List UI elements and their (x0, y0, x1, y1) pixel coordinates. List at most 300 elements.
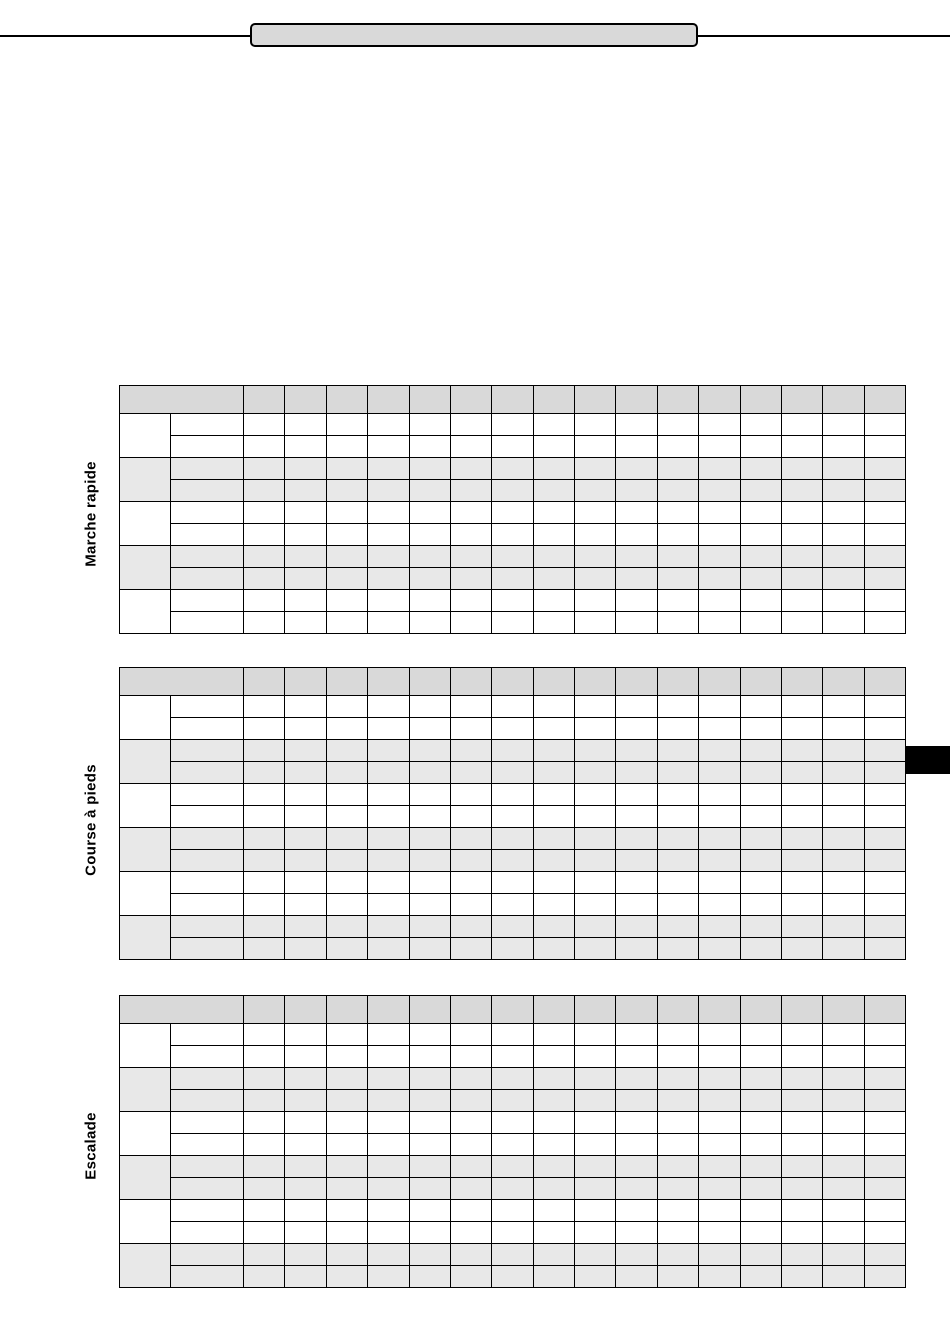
header-cell (823, 386, 864, 414)
entry-cell (492, 1222, 533, 1244)
entry-cell (781, 1090, 822, 1112)
table-row (120, 568, 906, 590)
entry-cell (740, 916, 781, 938)
entry-cell (657, 828, 698, 850)
entry-cell (699, 612, 740, 634)
entry-cell (326, 1156, 367, 1178)
row-group-cell (120, 1068, 171, 1112)
entry-cell (699, 850, 740, 872)
row-label-cell (171, 1046, 244, 1068)
entry-cell (285, 784, 326, 806)
header-cell (657, 996, 698, 1024)
row-label-cell (171, 612, 244, 634)
row-label-cell (171, 718, 244, 740)
entry-cell (285, 480, 326, 502)
entry-cell (823, 718, 864, 740)
entry-cell (326, 590, 367, 612)
entry-cell (244, 458, 285, 480)
entry-cell (699, 1222, 740, 1244)
row-label-cell (171, 590, 244, 612)
entry-cell (533, 480, 574, 502)
entry-cell (781, 414, 822, 436)
entry-cell (575, 1222, 616, 1244)
entry-cell (781, 524, 822, 546)
entry-cell (285, 568, 326, 590)
entry-cell (781, 546, 822, 568)
entry-cell (699, 414, 740, 436)
entry-cell (699, 894, 740, 916)
entry-cell (492, 1134, 533, 1156)
header-cell (616, 386, 657, 414)
entry-cell (740, 502, 781, 524)
entry-cell (285, 1090, 326, 1112)
table-row (120, 1046, 906, 1068)
entry-cell (244, 546, 285, 568)
entry-cell (409, 1200, 450, 1222)
entry-cell (781, 762, 822, 784)
entry-cell (616, 938, 657, 960)
entry-cell (657, 894, 698, 916)
entry-cell (616, 1244, 657, 1266)
entry-cell (492, 872, 533, 894)
header-cell (492, 996, 533, 1024)
row-label-cell (171, 524, 244, 546)
table-row (120, 938, 906, 960)
header-cell (699, 386, 740, 414)
entry-cell (533, 806, 574, 828)
entry-cell (657, 1222, 698, 1244)
entry-cell (409, 1156, 450, 1178)
entry-cell (781, 718, 822, 740)
row-group-cell (120, 458, 171, 502)
entry-cell (823, 1222, 864, 1244)
entry-cell (326, 740, 367, 762)
entry-cell (285, 436, 326, 458)
entry-cell (575, 1024, 616, 1046)
entry-cell (533, 938, 574, 960)
entry-cell (409, 696, 450, 718)
entry-cell (533, 894, 574, 916)
entry-cell (368, 1178, 409, 1200)
entry-cell (326, 1244, 367, 1266)
entry-cell (699, 1090, 740, 1112)
entry-cell (616, 1068, 657, 1090)
entry-cell (657, 1134, 698, 1156)
entry-cell (492, 696, 533, 718)
entry-cell (492, 916, 533, 938)
entry-cell (492, 414, 533, 436)
entry-cell (409, 1090, 450, 1112)
entry-cell (616, 568, 657, 590)
header-cell (616, 996, 657, 1024)
entry-cell (450, 718, 491, 740)
entry-cell (823, 1112, 864, 1134)
entry-cell (657, 1156, 698, 1178)
entry-cell (699, 806, 740, 828)
table-row (120, 1134, 906, 1156)
entry-cell (244, 1222, 285, 1244)
header-cell (699, 668, 740, 696)
entry-cell (244, 568, 285, 590)
entry-cell (409, 872, 450, 894)
entry-cell (326, 546, 367, 568)
entry-cell (244, 872, 285, 894)
header-cell (781, 668, 822, 696)
entry-cell (781, 590, 822, 612)
entry-cell (326, 872, 367, 894)
header-cell (450, 668, 491, 696)
entry-cell (864, 612, 905, 634)
row-label-cell (171, 806, 244, 828)
table-row (120, 1090, 906, 1112)
entry-cell (368, 696, 409, 718)
entry-cell (326, 524, 367, 546)
entry-cell (450, 1112, 491, 1134)
entry-cell (409, 762, 450, 784)
entry-cell (575, 1046, 616, 1068)
entry-cell (823, 916, 864, 938)
table-row (120, 850, 906, 872)
table-row (120, 762, 906, 784)
entry-cell (781, 872, 822, 894)
entry-cell (616, 458, 657, 480)
entry-cell (450, 590, 491, 612)
entry-cell (326, 916, 367, 938)
entry-cell (285, 458, 326, 480)
entry-cell (533, 1222, 574, 1244)
entry-cell (740, 1090, 781, 1112)
entry-cell (326, 938, 367, 960)
entry-cell (616, 414, 657, 436)
table-row (120, 612, 906, 634)
entry-cell (616, 524, 657, 546)
entry-cell (533, 1266, 574, 1288)
entry-cell (450, 524, 491, 546)
entry-cell (575, 894, 616, 916)
entry-cell (450, 894, 491, 916)
entry-cell (823, 480, 864, 502)
entry-cell (657, 1200, 698, 1222)
entry-cell (326, 1178, 367, 1200)
entry-cell (450, 696, 491, 718)
entry-cell (244, 612, 285, 634)
entry-cell (575, 916, 616, 938)
row-label-cell (171, 1090, 244, 1112)
entry-cell (285, 1200, 326, 1222)
header-cell (533, 668, 574, 696)
entry-cell (823, 568, 864, 590)
table-row (120, 414, 906, 436)
header-cell (781, 996, 822, 1024)
entry-cell (740, 1244, 781, 1266)
entry-cell (285, 1222, 326, 1244)
entry-cell (740, 938, 781, 960)
entry-cell (409, 806, 450, 828)
row-label-cell (171, 938, 244, 960)
entry-cell (492, 784, 533, 806)
header-cell (368, 996, 409, 1024)
entry-cell (699, 696, 740, 718)
entry-cell (575, 590, 616, 612)
entry-cell (740, 762, 781, 784)
entry-cell (533, 1178, 574, 1200)
entry-cell (409, 546, 450, 568)
row-label-cell (171, 784, 244, 806)
entry-cell (285, 894, 326, 916)
entry-cell (781, 612, 822, 634)
row-group-cell (120, 502, 171, 546)
header-cell (368, 668, 409, 696)
table-row (120, 1222, 906, 1244)
entry-cell (657, 784, 698, 806)
entry-cell (781, 1068, 822, 1090)
header-cell (657, 668, 698, 696)
entry-cell (864, 1200, 905, 1222)
entry-cell (575, 524, 616, 546)
header-cell (285, 668, 326, 696)
entry-cell (657, 480, 698, 502)
entry-cell (244, 524, 285, 546)
entry-cell (409, 568, 450, 590)
entry-cell (450, 762, 491, 784)
entry-cell (409, 740, 450, 762)
entry-cell (864, 1156, 905, 1178)
entry-cell (492, 894, 533, 916)
entry-cell (864, 546, 905, 568)
entry-cell (368, 436, 409, 458)
entry-cell (285, 850, 326, 872)
entry-cell (616, 828, 657, 850)
entry-cell (616, 1090, 657, 1112)
table-header-row (120, 668, 906, 696)
entry-cell (326, 458, 367, 480)
header-cell (492, 386, 533, 414)
entry-cell (616, 806, 657, 828)
entry-cell (823, 414, 864, 436)
entry-cell (781, 828, 822, 850)
entry-cell (492, 568, 533, 590)
entry-cell (616, 546, 657, 568)
log-table-marche-rapide (119, 385, 906, 634)
header-cell (409, 996, 450, 1024)
entry-cell (864, 1024, 905, 1046)
header-cell (699, 996, 740, 1024)
entry-cell (575, 568, 616, 590)
table-row (120, 740, 906, 762)
entry-cell (450, 1134, 491, 1156)
entry-cell (699, 916, 740, 938)
entry-cell (657, 850, 698, 872)
entry-cell (244, 1266, 285, 1288)
entry-cell (533, 1244, 574, 1266)
entry-cell (823, 1046, 864, 1068)
row-label-cell (171, 1068, 244, 1090)
entry-cell (823, 458, 864, 480)
entry-cell (244, 1134, 285, 1156)
entry-cell (575, 850, 616, 872)
entry-cell (450, 850, 491, 872)
entry-cell (823, 784, 864, 806)
entry-cell (657, 740, 698, 762)
entry-cell (409, 718, 450, 740)
table-row (120, 436, 906, 458)
entry-cell (533, 784, 574, 806)
entry-cell (781, 740, 822, 762)
entry-cell (285, 718, 326, 740)
header-cell (823, 668, 864, 696)
entry-cell (244, 502, 285, 524)
entry-cell (533, 612, 574, 634)
entry-cell (285, 872, 326, 894)
entry-cell (409, 916, 450, 938)
row-group-cell (120, 916, 171, 960)
entry-cell (616, 1024, 657, 1046)
entry-cell (285, 740, 326, 762)
entry-cell (285, 612, 326, 634)
entry-cell (575, 1112, 616, 1134)
entry-cell (244, 1244, 285, 1266)
entry-cell (657, 1244, 698, 1266)
entry-cell (450, 1200, 491, 1222)
entry-cell (657, 612, 698, 634)
entry-cell (575, 696, 616, 718)
entry-cell (285, 938, 326, 960)
entry-cell (285, 1024, 326, 1046)
entry-cell (533, 502, 574, 524)
row-group-cell (120, 1156, 171, 1200)
entry-cell (368, 784, 409, 806)
table-row (120, 480, 906, 502)
entry-cell (823, 436, 864, 458)
entry-cell (740, 1134, 781, 1156)
entry-cell (781, 1112, 822, 1134)
entry-cell (740, 612, 781, 634)
entry-cell (823, 524, 864, 546)
entry-cell (657, 1068, 698, 1090)
entry-cell (616, 502, 657, 524)
entry-cell (575, 1156, 616, 1178)
entry-cell (409, 1112, 450, 1134)
entry-cell (781, 458, 822, 480)
entry-cell (368, 1090, 409, 1112)
entry-cell (864, 458, 905, 480)
entry-cell (326, 480, 367, 502)
entry-cell (326, 828, 367, 850)
entry-cell (616, 1266, 657, 1288)
header-cell (285, 996, 326, 1024)
entry-cell (823, 1068, 864, 1090)
entry-cell (823, 938, 864, 960)
entry-cell (492, 546, 533, 568)
row-label-cell (171, 1024, 244, 1046)
table-row (120, 502, 906, 524)
header-cell (781, 386, 822, 414)
entry-cell (864, 414, 905, 436)
entry-cell (244, 1068, 285, 1090)
entry-cell (244, 784, 285, 806)
entry-cell (864, 938, 905, 960)
entry-cell (533, 524, 574, 546)
entry-cell (781, 806, 822, 828)
entry-cell (699, 480, 740, 502)
header-cell (244, 386, 285, 414)
entry-cell (409, 612, 450, 634)
header-cell (450, 996, 491, 1024)
entry-cell (450, 1046, 491, 1068)
entry-cell (368, 828, 409, 850)
entry-cell (864, 1068, 905, 1090)
entry-cell (823, 894, 864, 916)
entry-cell (492, 1068, 533, 1090)
entry-cell (699, 762, 740, 784)
entry-cell (575, 436, 616, 458)
entry-cell (657, 762, 698, 784)
table-row (120, 1266, 906, 1288)
entry-cell (368, 1266, 409, 1288)
row-group-cell (120, 828, 171, 872)
entry-cell (244, 414, 285, 436)
entry-cell (326, 436, 367, 458)
entry-cell (699, 1178, 740, 1200)
entry-cell (781, 1134, 822, 1156)
entry-cell (368, 1156, 409, 1178)
header-cell (533, 996, 574, 1024)
header-cell (575, 386, 616, 414)
entry-cell (616, 612, 657, 634)
entry-cell (244, 894, 285, 916)
entry-cell (409, 502, 450, 524)
entry-cell (575, 1068, 616, 1090)
entry-cell (368, 590, 409, 612)
entry-cell (368, 1200, 409, 1222)
entry-cell (326, 784, 367, 806)
entry-cell (575, 1178, 616, 1200)
entry-cell (244, 1024, 285, 1046)
entry-cell (781, 1046, 822, 1068)
entry-cell (450, 1090, 491, 1112)
entry-cell (740, 1200, 781, 1222)
entry-cell (368, 458, 409, 480)
entry-cell (533, 718, 574, 740)
entry-cell (864, 502, 905, 524)
entry-cell (616, 436, 657, 458)
entry-cell (781, 916, 822, 938)
entry-cell (492, 740, 533, 762)
entry-cell (740, 1046, 781, 1068)
entry-cell (285, 696, 326, 718)
entry-cell (533, 1024, 574, 1046)
entry-cell (699, 1244, 740, 1266)
entry-cell (492, 1178, 533, 1200)
row-label-cell (171, 568, 244, 590)
entry-cell (326, 1090, 367, 1112)
header-cell (450, 386, 491, 414)
entry-cell (575, 828, 616, 850)
row-label-cell (171, 828, 244, 850)
entry-cell (533, 546, 574, 568)
entry-cell (285, 590, 326, 612)
entry-cell (492, 1090, 533, 1112)
entry-cell (864, 740, 905, 762)
header-cell (575, 668, 616, 696)
entry-cell (450, 784, 491, 806)
entry-cell (781, 502, 822, 524)
entry-cell (326, 1024, 367, 1046)
entry-cell (285, 1046, 326, 1068)
entry-cell (368, 612, 409, 634)
entry-cell (244, 828, 285, 850)
entry-cell (492, 436, 533, 458)
